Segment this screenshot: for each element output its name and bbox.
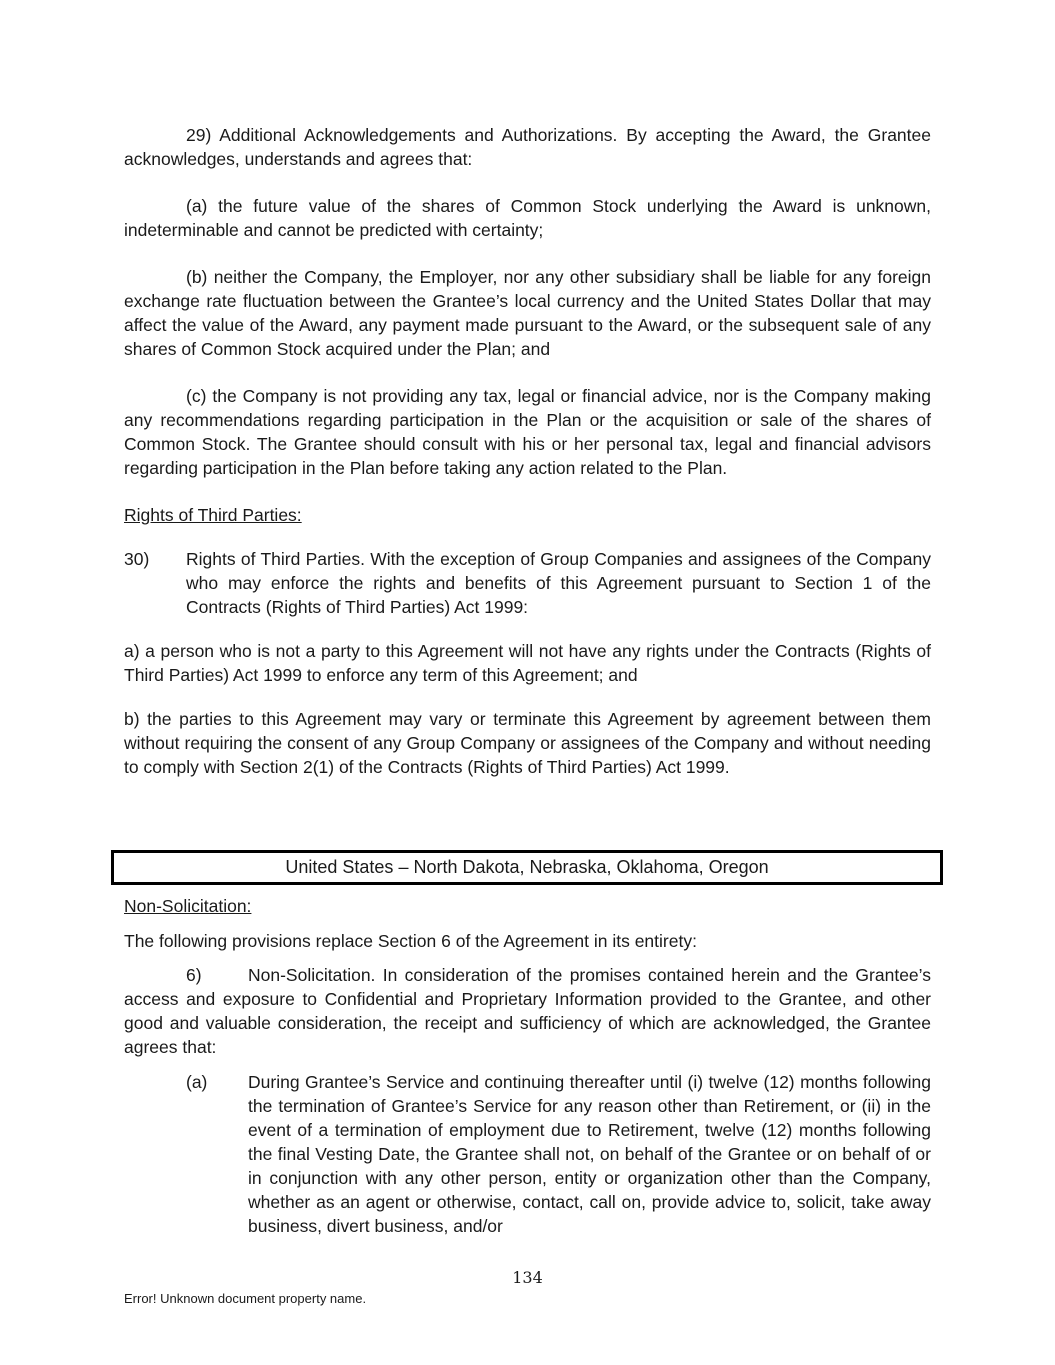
section-6-item-a-label: (a) xyxy=(186,1072,208,1092)
section-6-number: 6) xyxy=(186,965,202,985)
jurisdiction-banner: United States – North Dakota, Nebraska, Oklahoma, Oregon xyxy=(111,850,943,885)
section-29-item-a: (a) the future value of the shares of Common Stock underlying the Award is unknown, indeterminable and cannot be predicted with certainty; xyxy=(124,196,931,240)
footer-note: Error! Unknown document property name. xyxy=(124,1291,367,1306)
section-30 xyxy=(124,547,931,619)
replace-provision-text: The following provisions replace Section 6 of the Agreement in its entirety: xyxy=(124,931,697,951)
third-parties-heading: Rights of Third Parties: xyxy=(124,505,302,525)
section-30-item-a: a) a person who is not a party to this Agreement will not have any rights under the Contracts (Rights of Third Parties) Act 1999 to enforce any term of this Agreement; and xyxy=(124,641,931,685)
section-6-item-a-text: During Grantee’s Service and continuing thereafter until (i) twelve (12) months following the termination of Grantee’s Service for any reason other than Retirement, or (ii) in the event of a termination of employment due to Retirement, twelve (12) months following the final Vesting Date, the Grantee shall not, on behalf of the Grantee or on behalf of or in conjunction with any other person, entity or organization other than the Company, whether as an agent or otherwise, contact, call on, provide advice to, solicit, take away business, divert business, and/or xyxy=(248,1072,931,1236)
section-30-number: 30) xyxy=(124,549,150,569)
section-29-intro: 29) Additional Acknowledgements and Authorizations. By accepting the Award, the Grantee acknowledges, understands and agrees that: xyxy=(124,125,931,169)
non-solicitation-section xyxy=(124,894,931,1238)
section-6-item-a xyxy=(186,1070,931,1238)
page-number: 134 xyxy=(512,1268,543,1287)
section-30-item-b: b) the parties to this Agreement may vary or terminate this Agreement by agreement between them without requiring the consent of any Group Company or assignees of the Company and without needing to comply with Section 2(1) of the Contracts (Rights of Third Parties) Act 1999. xyxy=(124,709,931,777)
section-6-text: Non-Solicitation. In consideration of the promises contained herein and the Grantee’s access and exposure to Confidential and Proprietary Information provided to the Grantee, and other good and valuable consideration, the receipt and sufficiency of which are acknowledged, the Grantee agrees that: xyxy=(124,965,931,1057)
section-29-item-b: (b) neither the Company, the Employer, nor any other subsidiary shall be liable for any foreign exchange rate fluctuation between the Grantee’s local currency and the United States Dollar that may affect the value of the Award, any payment made pursuant to the Award, or the subsequent sale of any shares of Common Stock acquired under the Plan; and xyxy=(124,267,931,359)
section-30-text: Rights of Third Parties. With the exception of Group Companies and assignees of the Company who may enforce the rights and benefits of this Agreement pursuant to Section 1 of the Contracts (Rights of Third Parties) Act 1999: xyxy=(186,549,931,617)
section-29-item-c: (c) the Company is not providing any tax, legal or financial advice, nor is the Company making any recommendations regarding participation in the Plan or the acquisition or sale of the shares of Common Stock. The Grantee should consult with his or her personal tax, legal and financial advisors regarding participation in the Plan before taking any action related to the Plan. xyxy=(124,386,931,478)
non-solicitation-heading: Non-Solicitation: xyxy=(124,896,252,916)
document-body xyxy=(124,123,931,779)
